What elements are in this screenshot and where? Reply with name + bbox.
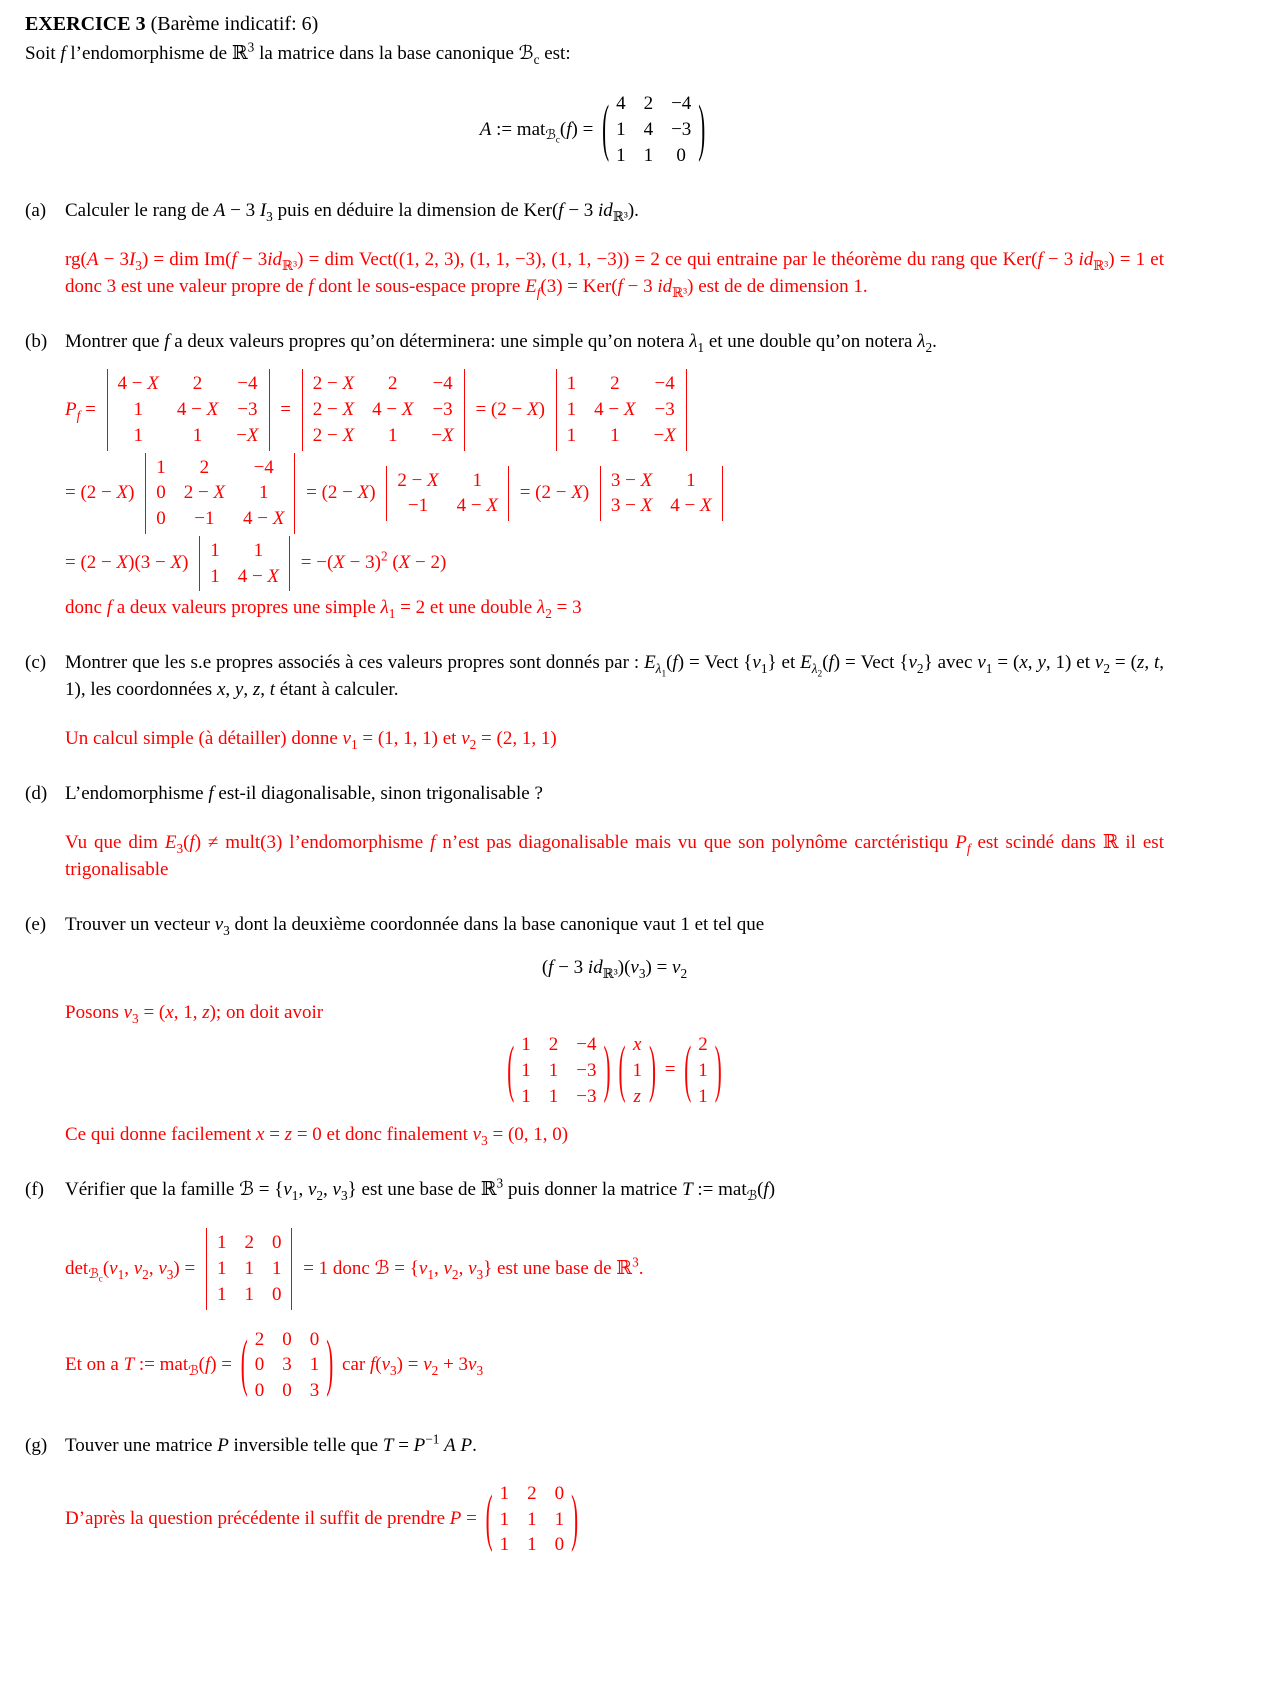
item-b-answer: donc f a deux valeurs propres une simple $\lambda_1 = 2$ et une double $\lambda_2 = 3$ bbox=[65, 597, 582, 622]
item-g-answer-line bbox=[65, 1480, 1164, 1559]
matrix-cell: 4 − X bbox=[456, 495, 498, 517]
matrix-cell: −4 bbox=[654, 373, 675, 395]
pf-factor-1: = (2 − X) bbox=[470, 398, 550, 420]
matrix-paren-left: ( bbox=[602, 90, 610, 164]
pf-lhs: $P_f$ = bbox=[65, 398, 101, 423]
matrix-cell: 4 − X bbox=[237, 565, 280, 587]
matrix-cell: 0 bbox=[271, 1232, 282, 1254]
matrix-cell: 0 bbox=[676, 144, 686, 166]
matrix-cell: 0 bbox=[282, 1380, 292, 1402]
pf-factor-4: = (2 − X) bbox=[514, 481, 594, 503]
matrix-cell: 3 − X bbox=[610, 469, 653, 491]
determinant-2 bbox=[299, 369, 468, 450]
matrix-cell: −4 bbox=[432, 373, 453, 395]
matrix-cell: −3 bbox=[576, 1059, 597, 1081]
matrix-cell: 1 bbox=[521, 1059, 531, 1081]
matrix-cell: −4 bbox=[237, 373, 258, 395]
item-c-body bbox=[65, 650, 1164, 753]
matrix-cell: 4 bbox=[616, 93, 626, 115]
matrix-cell: 1 bbox=[686, 469, 696, 491]
item-b-question: Montrer que f a deux valeurs propres qu’on déterminera: une simple qu’on notera $\lambda_1$ et une double qu’on notera $\lambda_2$. bbox=[65, 330, 937, 355]
matrix-T bbox=[240, 1326, 335, 1405]
matrix-paren-left: ( bbox=[240, 1325, 248, 1400]
item-e-posons: Posons $v_3 = (x$, 1, z); on doit avoir bbox=[65, 1002, 324, 1026]
matrix-cell: 1 bbox=[632, 1059, 642, 1081]
matrix-paren-right: ) bbox=[571, 1480, 579, 1554]
determinant-2-grid bbox=[302, 369, 465, 450]
item-e bbox=[25, 912, 1164, 1149]
matrix-cell: 1 bbox=[244, 1258, 254, 1280]
matrix-cell: 1 bbox=[527, 1534, 537, 1556]
matrix-cell: 1 bbox=[472, 469, 483, 491]
matrix-P bbox=[485, 1480, 580, 1559]
matrix-cell: −3 bbox=[237, 399, 258, 421]
equals-sign: = bbox=[660, 1059, 681, 1081]
matrix-cell: −4 bbox=[671, 93, 692, 115]
matrix-cell: −3 bbox=[671, 119, 692, 141]
pf-line-1 bbox=[65, 369, 1164, 450]
item-e-display-equation bbox=[65, 955, 1164, 982]
determinant-1 bbox=[104, 369, 273, 450]
determinant-5-grid bbox=[386, 466, 509, 522]
determinant-4 bbox=[142, 453, 298, 534]
matrix-cell: 0 bbox=[254, 1380, 265, 1402]
item-d-label: (d) bbox=[25, 783, 48, 805]
matrix-cell: −3 bbox=[654, 399, 675, 421]
matrix-cell: −4 bbox=[253, 456, 274, 478]
item-f-label: (f) bbox=[25, 1179, 44, 1201]
matrix-cell: 1 bbox=[244, 1283, 254, 1305]
determinant-6 bbox=[597, 466, 726, 522]
item-f bbox=[25, 1177, 1164, 1404]
matrix-cell: 0 bbox=[156, 482, 166, 504]
item-e-label: (e) bbox=[25, 914, 47, 936]
determinant-6-grid bbox=[600, 466, 723, 522]
item-a-question: Calculer le rang de A − 3 $I_3$ puis en déduire la dimension de Ker(f − 3 $id_{ℝ^3}$). bbox=[65, 199, 639, 224]
matrix-cell: 1 bbox=[566, 424, 577, 446]
det-lhs: $\det_{ℬ_c}(v_1$, $v_2$, $v_3$) = bbox=[65, 1257, 200, 1285]
item-f-determinant-line bbox=[65, 1228, 1164, 1309]
matrix-cell: 2 bbox=[643, 93, 654, 115]
matrix-cell: −4 bbox=[576, 1034, 597, 1056]
page-title bbox=[25, 10, 1164, 38]
matrix-cell: 2 bbox=[244, 1232, 254, 1254]
det-rhs: = 1 donc ℬ = {$v_1$, $v_2$, $v_3$} est une base de ℝ$^3$. bbox=[298, 1254, 644, 1282]
item-a-body bbox=[65, 198, 1164, 301]
item-b-label: (b) bbox=[25, 330, 48, 352]
result-vector bbox=[683, 1031, 723, 1110]
item-e-matrix-equation bbox=[65, 1031, 1164, 1110]
matrix-cell: 4 bbox=[643, 119, 654, 141]
matrix-paren-left: ( bbox=[684, 1031, 692, 1105]
matrix-cell: 1 bbox=[616, 119, 626, 141]
basis-determinant bbox=[203, 1228, 296, 1309]
matrix-cell: 1 bbox=[216, 1283, 227, 1305]
matrix-cell: 4 − X bbox=[117, 373, 159, 395]
matrix-cell: 2 bbox=[698, 1034, 708, 1056]
item-a-answer: $rg(A - 3I_3)$ = dim $Im(f - 3id_{ℝ^3})$ = dim Vect((1, 2, 3), (1, 1, −3), (1, 1, −3)) = 2 ce qui entraine par le théorème du rang que Ker(f − 3 $id_{ℝ^3}) = 1$ et donc 3 est une valeur propre de f dont le sous-espace propre $E_f(3) = Ker(f - 3$ $id_{ℝ^3}$) est de de dimension 1. bbox=[65, 248, 1164, 300]
matrix-cell: 0 bbox=[282, 1328, 292, 1350]
determinant-7 bbox=[196, 536, 293, 592]
matrix-cell: 0 bbox=[156, 508, 166, 530]
matrix-cell: −X bbox=[236, 424, 259, 446]
item-g bbox=[25, 1433, 1164, 1559]
item-g-answer-text: D’après la question précédente il suffit de prendre P = bbox=[65, 1507, 482, 1529]
item-a-label: (a) bbox=[25, 199, 47, 221]
item-e-body bbox=[65, 912, 1164, 1149]
matrix-P-grid bbox=[494, 1480, 571, 1559]
matrix-cell: 3 − X bbox=[610, 495, 653, 517]
matrix-cell: 2 bbox=[610, 373, 620, 395]
T-rhs: car $f(v_3) = v_2 + 3v_3$ bbox=[337, 1353, 484, 1378]
matrix-cell: 4 − X bbox=[176, 399, 219, 421]
matrix-paren-left: ( bbox=[507, 1031, 515, 1105]
matrix-cell: 1 bbox=[133, 424, 143, 446]
result-vector-grid bbox=[692, 1031, 714, 1110]
matrix-cell: 2 − X bbox=[312, 399, 355, 421]
matrix-cell: −3 bbox=[432, 399, 453, 421]
matrix-cell: 4 − X bbox=[243, 508, 285, 530]
exercise-items bbox=[25, 198, 1164, 1559]
matrix-cell: z bbox=[633, 1085, 641, 1107]
determinant-7-grid bbox=[199, 536, 290, 592]
matrix-cell: 2 − X bbox=[183, 482, 226, 504]
pf-result: = $-(X - 3)^2$ (X − 2) bbox=[296, 548, 447, 574]
pf-equals: = bbox=[275, 398, 296, 420]
matrix-cell: 4 − X bbox=[372, 399, 414, 421]
exercise-title: EXERCICE 3 bbox=[25, 13, 146, 35]
matrix-paren-right: ) bbox=[326, 1325, 334, 1400]
matrix-A bbox=[601, 90, 706, 169]
pf-factor-5: = (2 − X)(3 − X) bbox=[65, 552, 194, 574]
matrix-cell: 2 − X bbox=[397, 469, 439, 491]
matrix-cell: 1 bbox=[253, 539, 264, 561]
determinant-1-grid bbox=[107, 369, 270, 450]
item-c-question: Montrer que les s.e propres associés à ces valeurs propres sont donnés par : $E_{\lambda_1}(f)$ = Vect $\{v_1\}$ et $E_{\lambda_2}(f)$ = Vect $\{v_2\}$ avec $v_1 = (x$, y, 1) et $v_2 = (z$, t, 1), les coordonnées x, y, z, t étant à calculer. bbox=[65, 652, 1165, 701]
matrix-cell: 0 bbox=[554, 1534, 565, 1556]
matrix-cell: 1 bbox=[309, 1354, 320, 1376]
matrix-cell: 1 bbox=[610, 424, 620, 446]
matrix-cell: 2 bbox=[548, 1034, 559, 1056]
matrix-cell: x bbox=[633, 1034, 642, 1056]
item-c-label: (c) bbox=[25, 652, 47, 674]
item-d-body bbox=[65, 781, 1164, 884]
matrix-paren-right: ) bbox=[714, 1031, 722, 1105]
matrix-cell: 1 bbox=[566, 399, 577, 421]
matrix-cell: 1 bbox=[210, 565, 220, 587]
item-d bbox=[25, 781, 1164, 884]
exercise-bareme: (Barème indicatif: 6) bbox=[145, 13, 319, 35]
matrix-cell: 1 bbox=[271, 1258, 282, 1280]
matrix-cell: 1 bbox=[258, 482, 269, 504]
pf-line-3 bbox=[65, 536, 1164, 592]
item-c bbox=[25, 650, 1164, 753]
matrix-A-equation bbox=[25, 90, 1164, 169]
matrix-paren-right: ) bbox=[649, 1031, 656, 1105]
item-g-label: (g) bbox=[25, 1434, 48, 1456]
matrix-A-lhs: A := mat$_{ℬ_c}$(f) = bbox=[479, 118, 599, 146]
matrix-A-grid bbox=[610, 90, 697, 169]
item-g-question: Touver une matrice P inversible telle que $T = P^{-1}$ A P. bbox=[65, 1431, 477, 1456]
matrix-cell: 0 bbox=[271, 1283, 282, 1305]
matrix-cell: 4 − X bbox=[670, 495, 712, 517]
matrix-cell: 2 − X bbox=[312, 424, 355, 446]
item-b bbox=[25, 329, 1164, 623]
matrix-cell: −3 bbox=[576, 1085, 597, 1107]
item-g-body bbox=[65, 1433, 1164, 1559]
matrix-cell: 1 bbox=[499, 1508, 510, 1530]
item-f-T-line bbox=[65, 1326, 1164, 1405]
item-f-body bbox=[65, 1177, 1164, 1404]
pf-factor-2: = (2 − X) bbox=[65, 481, 140, 503]
matrix-cell: 0 bbox=[309, 1328, 320, 1350]
item-c-answer: Un calcul simple (à détailler) donne $v_1 = (1$, 1, 1) et $v_2 = (2$, 1, 1) bbox=[65, 728, 557, 753]
matrix-paren-left: ( bbox=[618, 1031, 626, 1105]
matrix-cell: 0 bbox=[254, 1354, 265, 1376]
matrix-cell: −1 bbox=[194, 508, 215, 530]
pf-factor-3: = (2 − X) bbox=[301, 481, 381, 503]
matrix-cell: 1 bbox=[521, 1085, 531, 1107]
matrix-cell: 1 bbox=[499, 1534, 510, 1556]
matrix-cell: −X bbox=[431, 424, 454, 446]
pf-line-2 bbox=[65, 453, 1164, 534]
matrix-cell: 1 bbox=[387, 424, 398, 446]
matrix-paren-right: ) bbox=[603, 1031, 611, 1105]
item-b-body bbox=[65, 329, 1164, 623]
matrix-cell: 2 − X bbox=[312, 373, 355, 395]
matrix-cell: 2 bbox=[387, 373, 398, 395]
matrix-cell: 1 bbox=[566, 373, 577, 395]
characteristic-polynomial-derivation bbox=[65, 369, 1164, 622]
item-d-question: L’endomorphisme f est-il diagonalisable, sinon trigonalisable ? bbox=[65, 783, 543, 805]
matrix-cell: 1 bbox=[192, 424, 203, 446]
matrix-cell: 1 bbox=[499, 1482, 510, 1504]
matrix-cell: 1 bbox=[133, 399, 143, 421]
matrix-cell: 2 bbox=[192, 373, 203, 395]
matrix-cell: −1 bbox=[407, 495, 429, 517]
matrix-cell: 1 bbox=[643, 144, 654, 166]
matrix-cell: 2 bbox=[527, 1482, 537, 1504]
item-d-answer: Vu que dim $E_3(f)$ ≠ mult(3) l’endomorphisme f n’est pas diagonalisable mais vu que son polynôme carctéristiqu $P_f$ est scindé dans ℝ il est trigonalisable bbox=[65, 832, 1164, 881]
item-e-answer: Ce qui donne facilement x = z = 0 et donc finalement $v_3 = (0$, 1, 0) bbox=[65, 1124, 569, 1149]
matrix-T-grid bbox=[249, 1326, 326, 1405]
matrix-cell: 1 bbox=[521, 1034, 531, 1056]
determinant-4-grid bbox=[145, 453, 295, 534]
intro-text: Soit f l’endomorphisme de ℝ$^3$ la matrice dans la base canonique ℬ$_c$ est: bbox=[25, 40, 571, 68]
item-e-display-equation-text: (f − 3 $id_{ℝ^3})(v_3) = v_2$ bbox=[541, 957, 688, 982]
matrix-cell: 1 bbox=[527, 1508, 537, 1530]
matrix-cell: 3 bbox=[309, 1380, 320, 1402]
matrix-cell: 1 bbox=[548, 1085, 559, 1107]
matrix-cell: −X bbox=[653, 424, 676, 446]
basis-determinant-grid bbox=[206, 1228, 293, 1309]
system-matrix bbox=[506, 1031, 611, 1110]
matrix-cell: 1 bbox=[698, 1085, 708, 1107]
T-lhs: Et on a T := mat$_ℬ$(f) = bbox=[65, 1353, 237, 1378]
matrix-cell: 4 − X bbox=[594, 399, 636, 421]
unknown-vector-grid bbox=[627, 1031, 649, 1110]
matrix-cell: 1 bbox=[156, 456, 166, 478]
system-matrix-grid bbox=[515, 1031, 602, 1110]
matrix-cell: 1 bbox=[698, 1059, 708, 1081]
matrix-cell: 1 bbox=[616, 144, 626, 166]
item-a bbox=[25, 198, 1164, 301]
determinant-3-grid bbox=[556, 369, 687, 450]
matrix-cell: 2 bbox=[254, 1328, 265, 1350]
matrix-cell: 1 bbox=[554, 1508, 565, 1530]
item-f-question: Vérifier que la famille ℬ = {$v_1$, $v_2$, $v_3$} est une base de ℝ$^3$ puis donner la matrice T := mat$_ℬ$(f) bbox=[65, 1176, 776, 1204]
matrix-paren-right: ) bbox=[698, 90, 706, 164]
determinant-3 bbox=[553, 369, 690, 450]
matrix-cell: 1 bbox=[210, 539, 220, 561]
matrix-cell: 3 bbox=[282, 1354, 292, 1376]
matrix-cell: 1 bbox=[216, 1258, 227, 1280]
matrix-paren-left: ( bbox=[485, 1480, 493, 1554]
determinant-5 bbox=[383, 466, 512, 522]
matrix-cell: 2 bbox=[199, 456, 210, 478]
matrix-cell: 0 bbox=[554, 1482, 565, 1504]
matrix-cell: 1 bbox=[216, 1232, 227, 1254]
item-e-question: Trouver un vecteur $v_3$ dont la deuxième coordonnée dans la base canonique vaut 1 et tel que bbox=[65, 914, 765, 939]
matrix-cell: 1 bbox=[548, 1059, 559, 1081]
unknown-vector bbox=[618, 1031, 658, 1110]
